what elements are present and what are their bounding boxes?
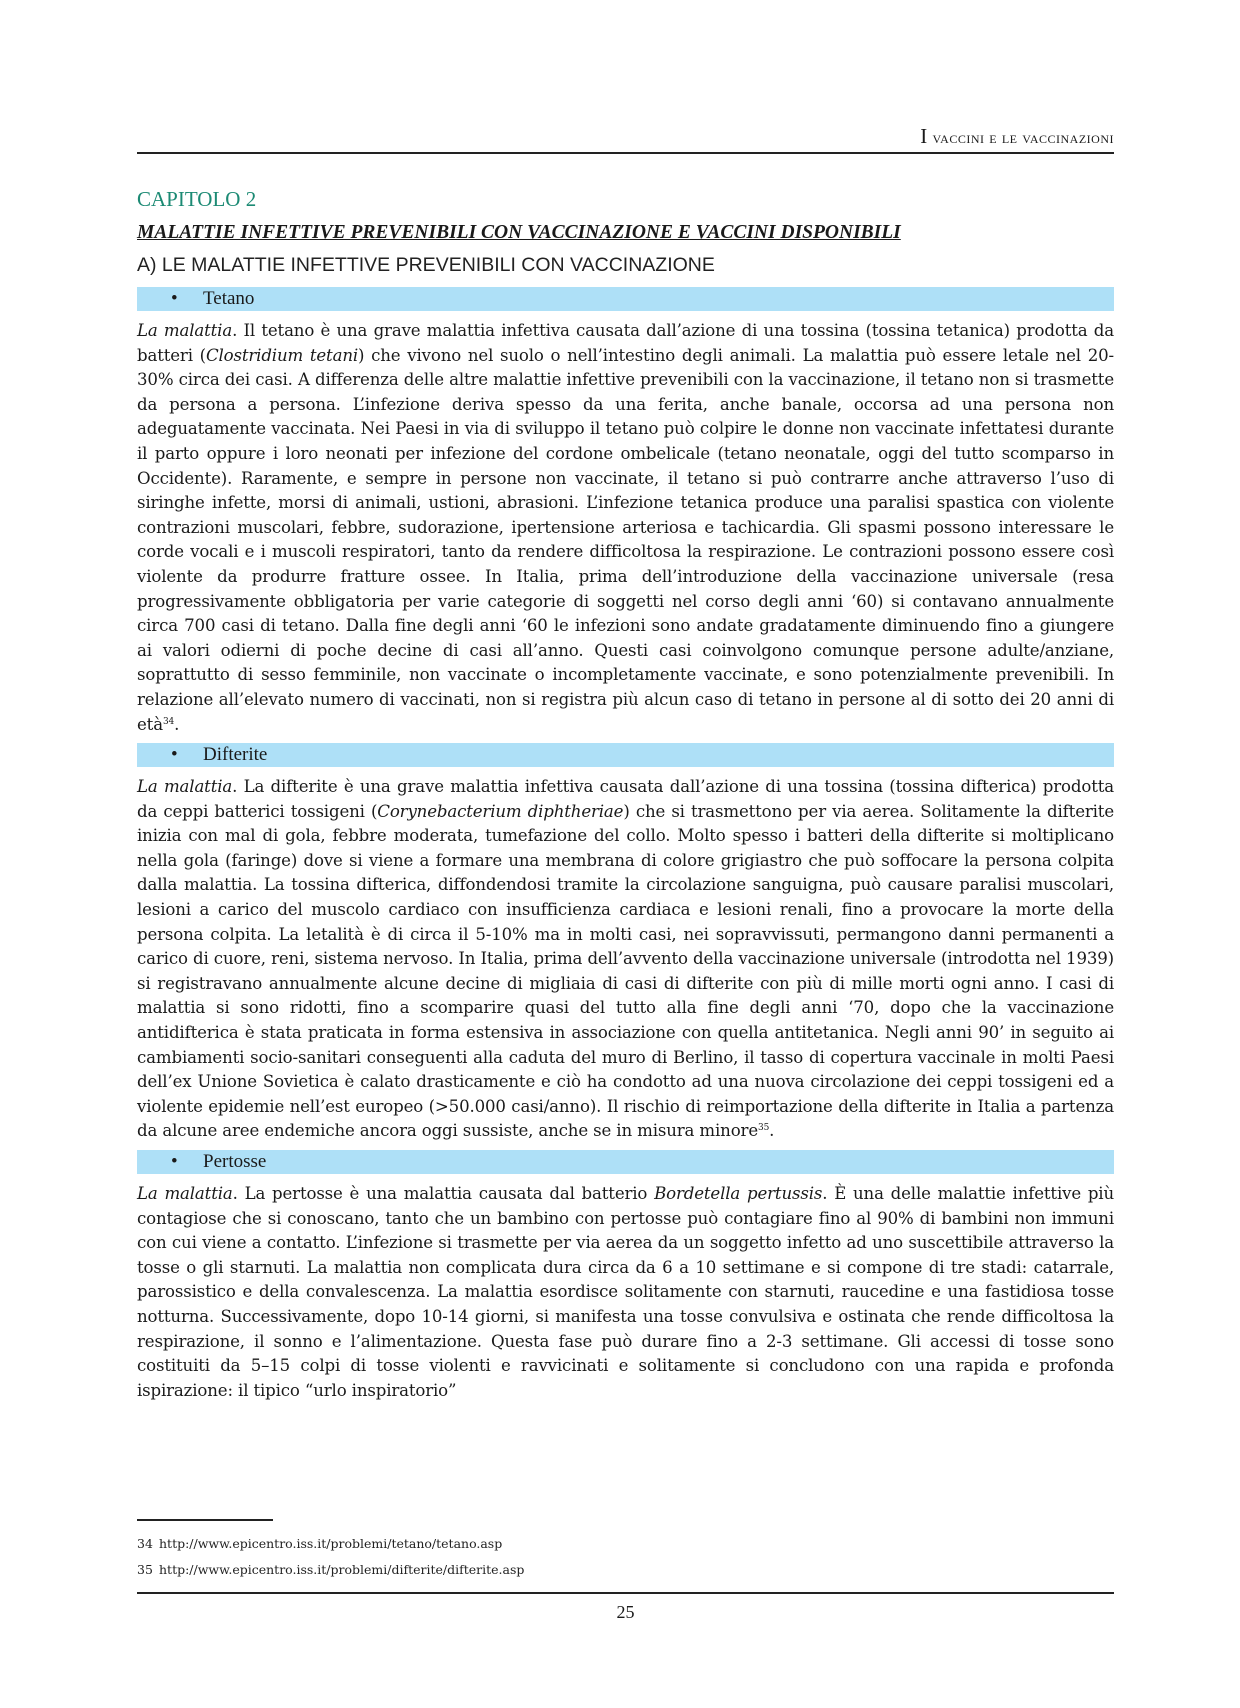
organism-name: Clostridium tetani [205,345,359,365]
paragraph-text: . La pertosse è una malattia causata dal batterio [232,1184,655,1203]
chapter-title: MALATTIE INFETTIVE PREVENIBILI CON VACCINAZIONE E VACCINI DISPONIBILI [137,222,901,243]
section-bar-tetano [137,287,1114,311]
paragraph-lead: La malattia [137,1184,233,1203]
paragraph-pertosse [137,1182,1114,1403]
section-heading: A) LE MALATTIE INFETTIVE PREVENIBILI CON VACCINAZIONE [137,254,715,276]
paragraph-text: . La difterite è una grave malattia infettiva causata dall’azione di una tossina (tossina difterica) prodotta da ceppi batterici tossigeni ( [137,777,1114,821]
organism-name: Corynebacterium diphtheriae [377,801,624,821]
organism-name: Bordetella pertussis [654,1184,823,1203]
footnote-ref: 35 [758,1123,770,1134]
page-number: 25 [616,1602,635,1622]
paragraph-end: . [174,714,180,734]
section-bar-pertosse [137,1150,1114,1174]
main-content [137,184,1114,1403]
paragraph-lead: La malattia [137,321,233,340]
footnote-rule [137,1519,273,1521]
paragraph-end: . [769,1121,775,1141]
footnote-number: 35 [137,1562,153,1577]
bullet-icon: • [171,1151,178,1172]
chapter-label: CAPITOLO 2 [137,187,257,211]
bullet-icon: • [171,288,178,309]
footnote-ref: 34 [162,716,175,727]
running-header [137,124,1114,149]
footnote-number: 34 [137,1536,153,1551]
running-header-initial: I [920,124,928,148]
paragraph-tetano [137,319,1114,737]
paragraph-text: . Il tetano è una grave malattia infettiva causata dall’azione di una tossina (tossina tetanica) prodotta da batteri ( [137,321,1114,365]
footnote-link[interactable]: http://www.epicentro.iss.it/problemi/tetano/tetano.asp [159,1536,503,1551]
footnote-link[interactable]: http://www.epicentro.iss.it/problemi/difterite/difterite.asp [159,1562,525,1577]
footer-rule [137,1592,1114,1594]
paragraph-text: . È una delle malattie infettive più contagiose che si conoscano, tanto che un bambino con pertosse può contagiare fino al 90% di bambini non immuni con cui viene a contatto. L’infezione si trasmette per via aerea da un soggetto infetto ad uno suscettibile attraverso la tosse o gli starnuti. La malattia non complicata dura circa da 6 a 10 settimane e si compone di tre stadi: catarrale, parossistico e della convalescenza. La malattia esordisce solitamente con starnuti, raucedine e una fastidiosa tosse notturna. Successivamente, dopo 10-14 giorni, si manifesta una tosse convulsiva e ostinata che rende difficoltosa la respirazione, il sonno e l’alimentazione. Questa fase può durare fino a 2-3 settimane. Gli accessi di tosse sono costituiti da 5–15 colpi di tosse violenti e ravvicinati e solitamente si concludono con una rapida e profonda ispirazione: il tipico “urlo inspiratorio” [137,1184,1115,1400]
paragraph-text: ) che si trasmettono per via aerea. Solitamente la difterite inizia con mal di gola, febbre moderata, tumefazione del collo. Molto spesso i batteri della difterite si moltiplicano nella gola (faringe) dove si viene a formare una membrana di colore grigiastro che può soffocare la persona colpita dalla malattia. La tossina difterica, diffondendosi tramite la circolazione sanguigna, può causare paralisi muscolari, lesioni a carico del muscolo cardiaco con insufficienza cardiaca e lesioni renali, fino a provocare la morte della persona colpita. La letalità è di circa il 5-10% ma in molti casi, nei sopravvissuti, permangono danni permanenti a carico di cuore, reni, sistema nervoso. In Italia, prima dell’avvento della vaccinazione universale (introdotta nel 1939) si registravano annualmente alcune decine di migliaia di casi di difterite con più di mille morti ogni anno. I casi di malattia si sono ridotti, fino a scomparire quasi del tutto alla fine degli anni ‘70, dopo che la vaccinazione antidifterica è stata praticata in forma estensiva in associazione con quella antitetanica. Negli anni 90’ in seguito ai cambiamenti socio-sanitari conseguenti alla caduta del muro di Berlino, il tasso di copertura vaccinale in molti Paesi dell’ex Unione Sovietica è calato drasticamente e ciò ha condotto ad una nuova circolazione dei ceppi tossigeni ed a violente epidemie nell’est europeo (>50.000 casi/anno). Il rischio di reimportazione della difterite in Italia a partenza da alcune aree endemiche ancora oggi sussiste, anche se in misura minore [137,801,1114,1141]
paragraph-text: ) che vivono nel suolo o nell’intestino degli animali. La malattia può essere letale nel 20-30% circa dei casi. A differenza delle altre malattie infettive prevenibili con la vaccinazione, il tetano non si trasmette da persona a persona. L’infezione deriva spesso da una ferita, anche banale, occorsa ad una persona non adeguatamente vaccinata. Nei Paesi in via di sviluppo il tetano può colpire le donne non vaccinate infettatesi durante il parto oppure i loro neonati per infezione del cordone ombelicale (tetano neonatale, oggi del tutto scomparso in Occidente). Raramente, e sempre in persone non vaccinate, il tetano si può contrarre anche attraverso l’uso di siringhe infette, morsi di animali, ustioni, abrasioni. L’infezione tetanica produce una paralisi spastica con violente contrazioni muscolari, febbre, sudorazione, ipertensione arteriosa e tachicardia. Gli spasmi possono interessare le corde vocali e i muscoli respiratori, tanto da rendere difficoltosa la respirazione. Le contrazioni possono essere così violente da produrre fratture ossee. In Italia, prima dell’introduzione della vaccinazione universale (resa progressivamente obbligatoria per varie categorie di soggetti nel corso degli anni ‘60) si contavano annualmente circa 700 casi di tetano. Dalla fine degli anni ‘60 le infezioni sono andate gradatamente diminuendo fino a giungere ai valori odierni di poche decine di casi all’anno. Questi casi coinvolgono comunque persone adulte/anziane, soprattutto di sesso femminile, non vaccinate o incompletamente vaccinate, e sono potenzialmente prevenibili. In relazione all’elevato numero di vaccinati, non si registra più alcun caso di tetano in persone al di sotto dei 20 anni di età [137,345,1114,734]
footnote-35 [137,1562,524,1577]
footnote-34 [137,1536,502,1551]
section-title-tetano: Tetano [203,288,255,309]
header-rule [137,152,1114,154]
running-header-rest: vaccini e le vaccinazioni [927,128,1114,147]
paragraph-lead: La malattia [137,777,233,797]
section-title-difterite: Difterite [203,744,268,766]
section-bar-difterite [137,743,1114,767]
section-title-pertosse: Pertosse [203,1151,267,1172]
paragraph-difterite [137,775,1114,1144]
bullet-icon: • [171,744,178,766]
